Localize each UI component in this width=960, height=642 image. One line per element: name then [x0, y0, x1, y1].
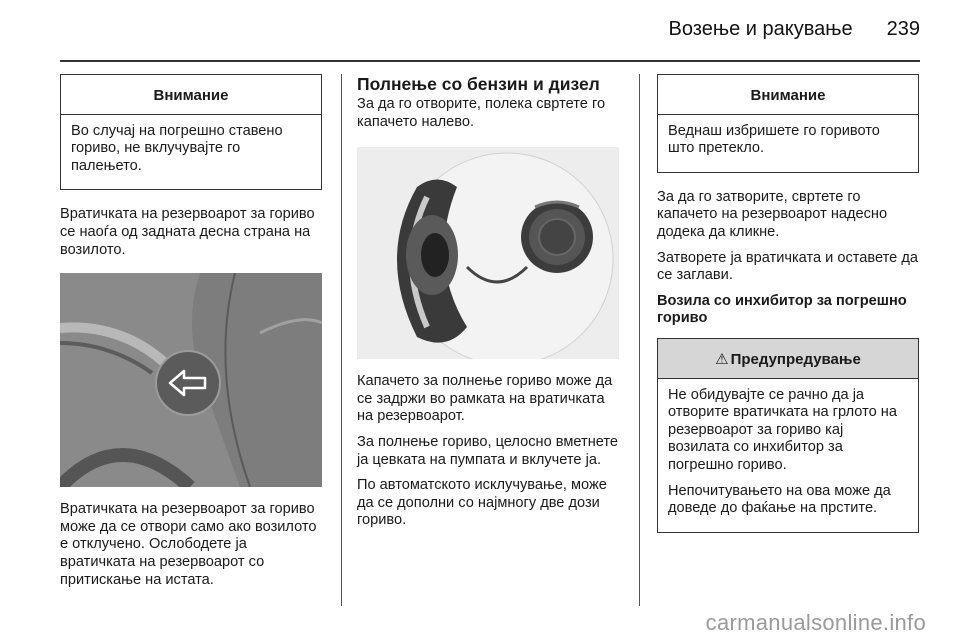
column-divider-1: [341, 74, 342, 606]
page-number: 239: [886, 18, 920, 40]
warning-box: [60, 74, 322, 190]
danger-box-text-2: Непочитувањето на ова може да доведе до фаќање на прстите.: [668, 482, 891, 517]
refuel-text: За полнење гориво, целосно вметнете ја цевката на пумпата и вклучете ја.: [357, 433, 619, 468]
fuel-door-figure: [60, 273, 322, 487]
fuel-cap-figure: [357, 147, 619, 359]
chapter-title: Возење и ракување: [668, 18, 853, 40]
close-door-text: Затворете ја вратичката и оставете да се заглави.: [657, 249, 918, 284]
danger-box: [657, 338, 919, 533]
caution-box-title: Внимание: [658, 75, 918, 115]
column-divider-2: [639, 74, 640, 606]
column-2: [357, 74, 619, 538]
page-header: [60, 18, 920, 48]
caution-box: [657, 74, 919, 173]
danger-box-title: Предупредување: [730, 350, 861, 368]
danger-box-text-1: Не обидувајте се рачно да ја отворите вратичката на грлото на резервоарот за гориво кај возилата со инхибитор за погрешно гориво.: [668, 386, 897, 473]
top-up-text: По автоматското исклучување, може да се дополни со најмногу две дози гориво.: [357, 477, 607, 529]
close-cap-text: За да го затворите, свртете го капачето на резервоарот надесно додека да кликне.: [657, 188, 888, 240]
column-3: [657, 74, 919, 549]
cap-holder-text: Капачето за полнење гориво може да се задржи во рамката на вратичката на резервоарот.: [357, 373, 613, 425]
fuel-door-location-text: Вратичката на резервоарот за гориво се наоѓа од задната десна страна на возилото.: [60, 206, 315, 258]
warning-box-text: Во случај на погрешно ставено гориво, не вклучувајте го палењето.: [71, 122, 283, 174]
fuel-door-release-text: Вратичката на резервоарот за гориво може да се отвори само ако возилото е отклучено. Ослободете ја вратичката на резервоарот со притискање на истата.: [60, 501, 317, 588]
column-1: [60, 74, 322, 597]
watermark: carmanualsonline.info: [705, 610, 926, 635]
caution-box-text: Веднаш избришете го горивото што претекло.: [668, 122, 880, 157]
danger-box-header: [658, 339, 918, 379]
warning-triangle-icon: ⚠: [715, 350, 729, 368]
section-heading: Полнење со бензин и дизел: [357, 74, 600, 94]
subsection-heading: Возила со инхибитор за погрешно гориво: [657, 292, 907, 327]
warning-box-title: Внимание: [61, 75, 321, 115]
open-cap-text: За да го отворите, полека свртете го капачето налево.: [357, 96, 606, 130]
header-rule: [60, 60, 920, 62]
